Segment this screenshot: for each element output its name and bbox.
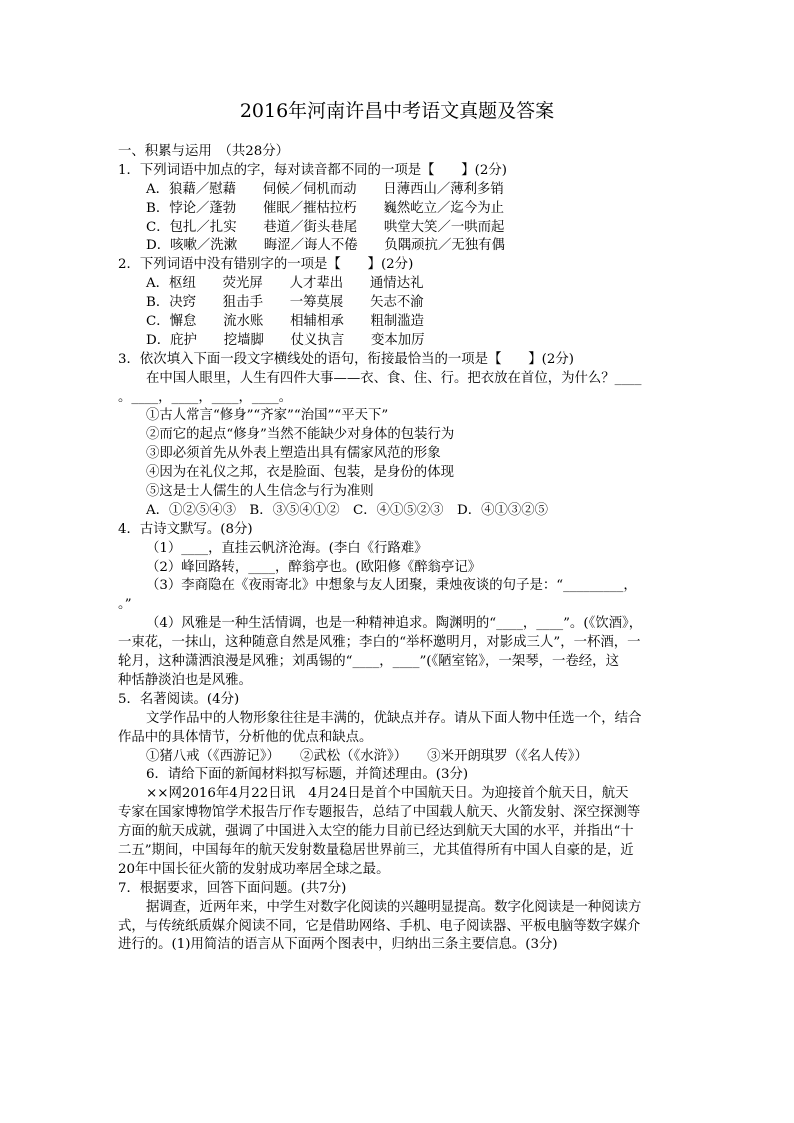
question-6-stem: 6．请给下面的新闻材料拟写标题，并简述理由。(3分) [146, 767, 469, 783]
question-4-item-4-line-4: 种恬静淡泊也是风雅。 [118, 672, 252, 688]
question-3-sentence-4: ④因为在礼仪之邦，衣是脸面、包装，是身份的体现 [146, 465, 454, 481]
question-3-sentence-1: ①古人常言“修身”“齐家”“治国”“平天下” [146, 408, 389, 424]
document-body [118, 143, 678, 955]
question-5-characters: ①猪八戒（《西游记》） ②武松（《水浒》） ③米开朗琪罗（《名人传》） [146, 748, 588, 764]
question-7-passage-line-1: 据调查，近两年来，中学生对数字化阅读的兴趣明显提高。数字化阅读是一种阅读方 [146, 899, 642, 915]
question-7-passage-line-3: 进行的。(1)用简洁的语言从下面两个图表中，归纳出三条主要信息。(3分) [118, 937, 558, 953]
question-6-news-line-1: ××网2016年4月22日讯 4月24日是首个中国航天日。为迎接首个航天日，航天 [146, 786, 629, 802]
question-2-option-a: A．枢纽 荧光屏 人才辈出 通情达礼 [146, 276, 424, 292]
question-4-item-1: （1）____，直挂云帆济沧海。(李白《行路难》 [146, 540, 428, 556]
question-1-option-a: A．狼藉／慰藉 伺候／伺机而动 日薄西山／薄利多销 [146, 181, 504, 197]
question-2-option-d: D．庇护 挖墙脚 仗义执言 变本加厉 [146, 332, 425, 348]
question-7-passage-line-2: 式，与传统纸质媒介阅读不同，它是借助网络、手机、电子阅读器、平板电脑等数字媒介 [118, 918, 641, 934]
question-4-item-4-line-3: 轮月，这种潇洒浪漫是风雅；刘禹锡的“____，____”(《陋室铭》，一架琴，一卷经，这 [118, 654, 619, 670]
question-4-item-2: （2）峰回路转，____，醉翁亭也。(欧阳修《醉翁亭记》 [146, 559, 482, 575]
question-4-stem: 4．古诗文默写。(8分) [118, 521, 253, 537]
question-5-prompt: 文学作品中的人物形象往往是丰满的，优缺点并存。请从下面人物中任选一个，结合 [146, 710, 642, 726]
question-4-item-3-end: 。” [118, 597, 132, 613]
question-1-stem: 1．下列词语中加点的字，每对读音都不同的一项是【 】(2分) [118, 162, 508, 178]
question-3-sentence-2: ②而它的起点“修身”当然不能缺少对身体的包装行为 [146, 427, 455, 443]
question-2-option-c: C．懈怠 流水账 相辅相承 粗制滥造 [146, 314, 425, 330]
question-1-option-b: B．悖论／蓬勃 催眠／摧枯拉朽 巍然屹立／迄今为止 [146, 200, 504, 216]
question-3-passage-blanks: 。____，____，____，____。 [118, 389, 293, 405]
question-3-options: A．①②⑤④③ B．③⑤④①② C．④①⑤②③ D．④①③②⑤ [146, 502, 549, 518]
question-1-option-c: C．包扎／扎实 巷道／街头巷尾 哄堂大笑／一哄而起 [146, 219, 505, 235]
question-4-item-4-line-2: 一束花，一抹山，这种随意自然是风雅；李白的“举杯邀明月，对影成三人”，一杯酒，一 [118, 635, 641, 651]
question-4-item-3: （3）李商隐在《夜雨寄北》中想象与友人团聚，秉烛夜谈的句子是：“_________， [146, 578, 637, 594]
section-heading: 一、积累与运用 （共28分） [118, 144, 290, 159]
question-3-stem: 3．依次填入下面一段文字横线处的语句，衔接最恰当的一项是【 】(2分) [118, 351, 574, 367]
question-6-news-line-2: 专家在国家博物馆学术报告厅作专题报告，总结了中国载人航天、火箭发射、深空探测等 [118, 805, 641, 821]
question-3-sentence-5: ⑤这是士人儒生的人生信念与行为准则 [146, 484, 374, 500]
question-3-sentence-3: ③即必须首先从外表上塑造出具有儒家风范的形象 [146, 446, 441, 462]
question-1-option-d: D．咳嗽／洗漱 晦涩／诲人不倦 负隅顽抗／无独有偶 [146, 238, 505, 254]
question-2-option-b: B．决窍 狙击手 一筹莫展 矢志不渝 [146, 295, 424, 311]
question-6-news-line-4: 二五”期间，中国每年的航天发射数量稳居世界前三，尤其值得所有中国人自豪的是，近 [118, 842, 634, 858]
document-title: 2016年河南许昌中考语文真题及答案 [239, 100, 555, 122]
question-6-news-line-5: 20年中国长征火箭的发射成功率居全球之最。 [118, 861, 390, 877]
question-6-news-line-3: 方面的航天成就，强调了中国进入太空的能力目前已经达到航天大国的水平，并指出“十 [118, 824, 634, 840]
question-4-item-4: （4）风雅是一种生活情调，也是一种精神追求。陶渊明的“____，____”。(《饮酒》， [146, 616, 643, 632]
question-3-passage: 在中国人眼里，人生有四件大事——衣、食、住、行。把衣放在首位，为什么？____ [146, 370, 642, 386]
question-5-stem: 5．名著阅读。(4分) [118, 691, 240, 707]
question-2-stem: 2．下列词语中没有错别字的一项是【 】(2分) [118, 257, 414, 273]
question-5-prompt-line-2: 作品中的具体情节，分析他的优点和缺点。 [118, 729, 373, 745]
question-7-stem: 7．根据要求，回答下面问题。(共7分) [118, 880, 347, 896]
